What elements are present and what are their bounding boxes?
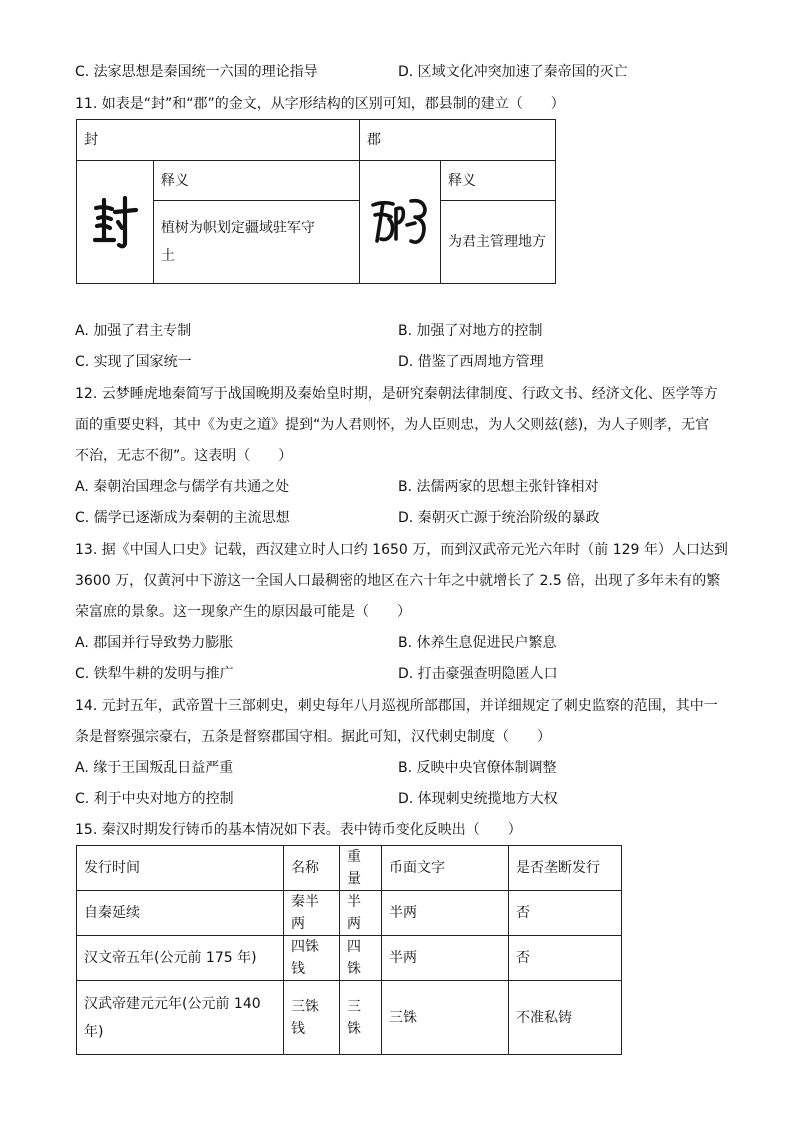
q12-stem-line2: 面的重要史料，其中《为吏之道》提到“为人君则怀，为人臣则忠，为人父则兹(慈)，为人子则孝，无官 <box>75 417 710 433</box>
table-cell: 否 <box>509 891 622 936</box>
table-cell: 四铢 <box>340 936 382 981</box>
q11-option-c: C. 实现了国家统一 <box>75 354 192 370</box>
q12-option-b: B. 法儒两家的思想主张针锋相对 <box>398 479 599 495</box>
q11-table <box>76 119 556 284</box>
table-cell-line2: 年) <box>84 1023 104 1040</box>
table-row <box>77 891 622 936</box>
feng-shiyi-text <box>153 201 359 284</box>
table-cell: 三铢 <box>382 981 509 1055</box>
table-header-cell: 币面文字 <box>382 846 509 891</box>
table-cell: 半两 <box>382 891 509 936</box>
table-row <box>77 936 622 981</box>
q13-option-d: D. 打击豪强查明隐匿人口 <box>398 666 558 682</box>
q13-option-a: A. 郡国并行导致势力膨胀 <box>75 635 234 651</box>
jun-bronze-script-icon <box>360 161 440 283</box>
table-header-row <box>77 846 622 891</box>
q12-option-a: A. 秦朝治国理念与儒学有共通之处 <box>75 479 290 495</box>
jun-shiyi-label: 释义 <box>441 161 556 201</box>
table-cell: 自秦延续 <box>77 891 284 936</box>
table-header-cell: 是否垄断发行 <box>509 846 622 891</box>
q14-stem-line1: 14. 元封五年，武帝置十三部刺史，刺史每年八月巡视所部郡国，并详细规定了刺史监察的范围，其中一 <box>75 698 718 714</box>
table-header-cell: 发行时间 <box>77 846 284 891</box>
feng-header: 封 <box>77 120 360 161</box>
jun-shiyi-text: 为君主管理地方 <box>441 201 556 284</box>
table-cell: 三铢 <box>340 981 382 1055</box>
table-cell: 四铢钱 <box>284 936 340 981</box>
q11-option-d: D. 借鉴了西周地方管理 <box>398 354 544 370</box>
q11-option-a: A. 加强了君主专制 <box>75 323 192 339</box>
q13-stem-line2: 3600 万，仅黄河中下游这一全国人口最稠密的地区在六十年之中就增长了 2.5 倍，出现了多年未有的繁 <box>75 573 721 589</box>
table-cell: 半两 <box>382 936 509 981</box>
table-row <box>77 981 622 1055</box>
table-cell <box>77 981 284 1055</box>
table-cell: 不准私铸 <box>509 981 622 1055</box>
table-header-cell: 名称 <box>284 846 340 891</box>
q12-option-c: C. 儒学已逐渐成为秦朝的主流思想 <box>75 510 290 526</box>
feng-shiyi-line1: 植树为帜划定疆域驻军守 <box>160 220 315 236</box>
q14-option-a: A. 缘于王国叛乱日益严重 <box>75 760 234 776</box>
q12-stem-line1: 12. 云梦睡虎地秦简写于战国晚期及秦始皇时期，是研究秦朝法律制度、行政文书、经济文化、医学等方 <box>75 386 718 402</box>
q13-option-c: C. 铁犁牛耕的发明与推广 <box>75 666 234 682</box>
table-cell: 半两 <box>340 891 382 936</box>
q12-stem-line3: 不治，无志不彻”。这表明（ ） <box>75 448 293 464</box>
jun-glyph-cell <box>360 161 441 284</box>
q13-option-b: B. 休养生息促进民户繁息 <box>398 635 557 651</box>
feng-glyph-cell <box>77 161 154 284</box>
table-cell-line1: 汉武帝建元元年(公元前 140 <box>84 995 261 1012</box>
q14-option-b: B. 反映中央官僚体制调整 <box>398 760 557 776</box>
jun-header: 郡 <box>360 120 556 161</box>
feng-shiyi-line2: 土 <box>160 248 175 264</box>
q15-coin-table <box>76 845 622 1055</box>
q14-option-d: D. 体现刺史统揽地方大权 <box>398 791 558 807</box>
q13-stem-line3: 荣富庶的景象。这一现象产生的原因最可能是（ ） <box>75 604 411 620</box>
q11-stem: 11. 如表是“封”和“郡”的金文，从字形结构的区别可知，郡县制的建立（ ） <box>75 96 565 112</box>
table-cell: 三铢钱 <box>284 981 340 1055</box>
table-cell: 秦半两 <box>284 891 340 936</box>
q14-stem-line2: 条是督察强宗豪右，五条是督察郡国守相。据此可知，汉代刺史制度（ ） <box>75 729 551 745</box>
q12-option-d: D. 秦朝灭亡源于统治阶级的暴政 <box>398 510 600 526</box>
q10-option-d: D. 区域文化冲突加速了秦帝国的灭亡 <box>398 64 628 80</box>
table-cell: 否 <box>509 936 622 981</box>
table-header-cell: 重量 <box>340 846 382 891</box>
table-cell: 汉文帝五年(公元前 175 年) <box>77 936 284 981</box>
q15-stem: 15. 秦汉时期发行铸币的基本情况如下表。表中铸币变化反映出（ ） <box>75 822 522 838</box>
q14-option-c: C. 利于中央对地方的控制 <box>75 791 234 807</box>
q13-stem-line1: 13. 据《中国人口史》记载，西汉建立时人口约 1650 万，而到汉武帝元光六年时（前 129 年）人口达到 <box>75 542 728 558</box>
feng-shiyi-label: 释义 <box>153 161 359 201</box>
q11-option-b: B. 加强了对地方的控制 <box>398 323 543 339</box>
q10-option-c: C. 法家思想是秦国统一六国的理论指导 <box>75 64 318 80</box>
feng-bronze-script-icon <box>77 161 153 283</box>
